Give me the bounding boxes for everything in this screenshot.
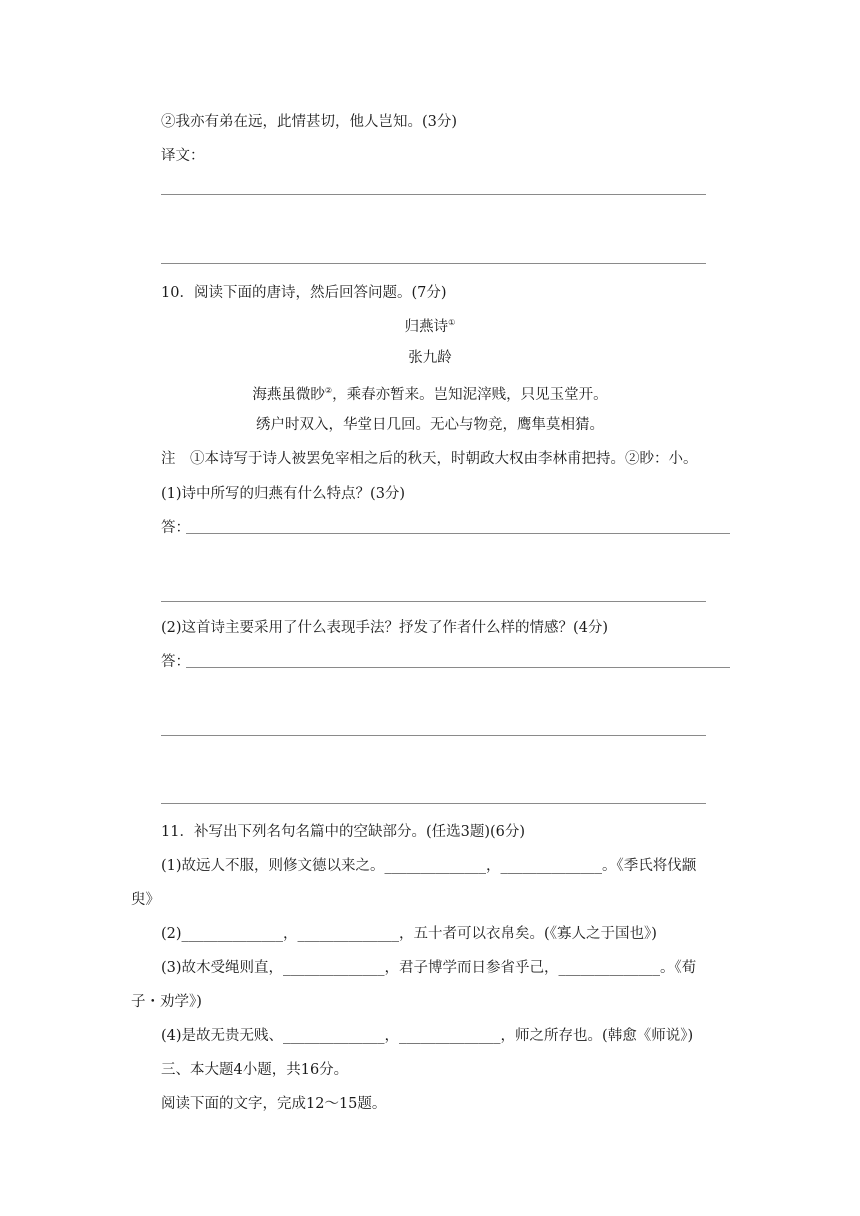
poem-line: 海燕虽微眇②，乘春亦暂来。岂知泥滓贱，只见玉堂开。 [252, 386, 608, 403]
q11-sentence-1-cont: 臾》 [131, 892, 160, 908]
fill-blank[interactable]: ______________ [384, 858, 487, 874]
answer-line[interactable] [161, 194, 706, 195]
fill-blank[interactable]: ______________ [283, 1028, 385, 1044]
q9-2-text: ②我亦有弟在远，此情甚切，他人岂知。(3分) [161, 114, 458, 130]
poem-note: 注 ①本诗写于诗人被罢免宰相之后的秋天，时朝政大权由李林甫把持。②眇：小。 [161, 451, 698, 467]
fill-blank[interactable]: ______________ [297, 926, 400, 942]
translation-label: 译文： [161, 148, 205, 164]
answer-line[interactable] [161, 803, 706, 804]
answer-line[interactable] [186, 533, 730, 534]
poem-author: 张九龄 [408, 350, 452, 366]
fill-blank[interactable]: ______________ [283, 960, 385, 976]
footnote-marker: ② [324, 386, 333, 395]
section-instruction: 阅读下面的文字，完成12～15题。 [161, 1096, 387, 1112]
fill-blank[interactable]: ______________ [558, 960, 661, 976]
poem-title: 归燕诗① [404, 318, 456, 335]
answer-line[interactable] [161, 601, 706, 602]
footnote-marker: ① [448, 318, 456, 327]
q11-sentence-1: (1)故远人不服，则修文德以来之。______________，______________。《季氏将伐颛 [161, 858, 697, 874]
q11-stem: 11．补写出下列名句名篇中的空缺部分。(任选3题)(6分) [161, 824, 526, 840]
fill-blank[interactable]: ______________ [399, 1028, 501, 1044]
q10-sub2: (2)这首诗主要采用了什么表现手法？抒发了作者什么样的情感？(4分) [161, 620, 609, 636]
q11-sentence-3: (3)故木受绳则直，______________，君子博学而日参省乎己，______________。《荀 [161, 960, 697, 976]
section-heading: 三、本大题4小题，共16分。 [161, 1062, 349, 1078]
q10-stem: 10．阅读下面的唐诗，然后回答问题。(7分) [161, 285, 447, 301]
q10-sub1: (1)诗中所写的归燕有什么特点？(3分) [161, 486, 406, 502]
poem-line: 绣户时双入，华堂日几回。无心与物竞，鹰隼莫相猜。 [256, 417, 604, 433]
q11-sentence-2: (2)______________，______________，五十者可以衣帛矣。(《寡人之于国也》) [161, 926, 657, 942]
fill-blank[interactable]: ______________ [181, 926, 284, 942]
answer-line[interactable] [161, 735, 706, 736]
answer-label: 答： [161, 654, 190, 670]
fill-blank[interactable]: ______________ [500, 858, 603, 874]
answer-label: 答： [161, 520, 190, 536]
q11-sentence-4: (4)是故无贵无贱、______________，______________，师之所存也。(韩愈《师说》) [161, 1028, 694, 1044]
answer-line[interactable] [161, 263, 706, 264]
answer-line[interactable] [186, 667, 730, 668]
q11-sentence-3-cont: 子・劝学》) [131, 994, 202, 1010]
